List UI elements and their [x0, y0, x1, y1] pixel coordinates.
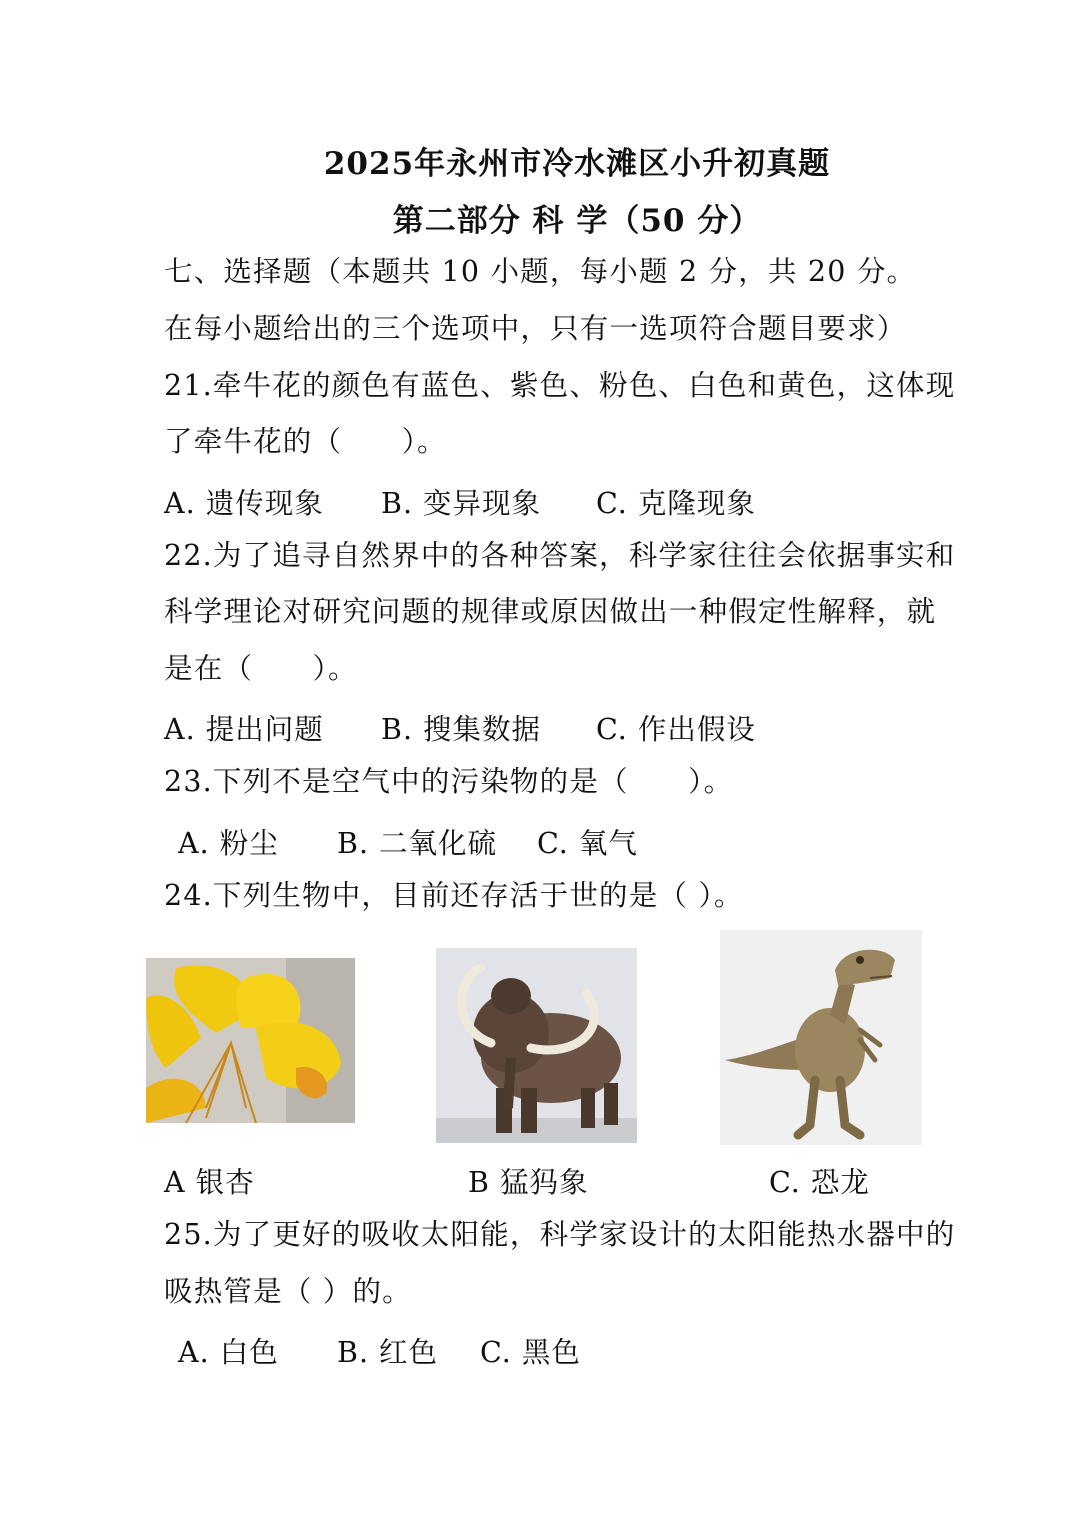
option-c-caption: C. 恐龙 — [769, 1166, 870, 1199]
question-22-option-b: B. 搜集数据 — [381, 713, 542, 746]
question-21-line-2: 了牵牛花的（ ）。 — [164, 425, 447, 458]
question-21-option-b: B. 变异现象 — [381, 487, 542, 520]
option-a-caption: A 银杏 — [164, 1166, 255, 1199]
section-heading-line-2: 在每小题给出的三个选项中，只有一选项符合题目要求） — [164, 312, 907, 345]
dinosaur-icon — [720, 930, 922, 1145]
question-22-option-c: C. 作出假设 — [596, 713, 756, 746]
question-23-option-c: C. 氧气 — [537, 827, 638, 860]
question-25-option-b: B. 红色 — [337, 1336, 439, 1369]
question-22-option-a: A. 提出问题 — [164, 713, 324, 746]
question-23-option-b: B. 二氧化硫 — [337, 827, 498, 860]
question-25-option-c: C. 黑色 — [480, 1336, 581, 1369]
mammoth-icon — [436, 948, 637, 1143]
question-25-option-a: A. 白色 — [178, 1336, 279, 1369]
question-22-line-2: 科学理论对研究问题的规律或原因做出一种假定性解释，就 — [164, 595, 937, 628]
question-21-option-a: A. 遗传现象 — [164, 487, 324, 520]
question-21-line-1: 21.牵牛花的颜色有蓝色、紫色、粉色、白色和黄色，这体现 — [164, 369, 956, 402]
exam-subtitle: 第二部分 科 学（50 分） — [392, 203, 762, 239]
dinosaur-image — [720, 930, 922, 1145]
section-heading-line-1: 七、选择题（本题共 10 小题，每小题 2 分，共 20 分。 — [164, 255, 917, 288]
question-23-line-1: 23.下列不是空气中的污染物的是（ ）。 — [164, 765, 734, 798]
question-25-line-2: 吸热管是（ ）的。 — [164, 1275, 412, 1308]
question-23-option-a: A. 粉尘 — [178, 827, 279, 860]
exam-title: 2025年永州市冷水滩区小升初真题 — [323, 146, 831, 182]
ginkgo-leaves-icon — [146, 958, 355, 1123]
question-21-option-c: C. 克隆现象 — [596, 487, 756, 520]
question-25-line-1: 25.为了更好的吸收太阳能，科学家设计的太阳能热水器中的 — [164, 1218, 956, 1251]
question-22-line-1: 22.为了追寻自然界中的各种答案，科学家往往会依据事实和 — [164, 539, 956, 572]
mammoth-image — [436, 948, 637, 1143]
question-24-line-1: 24.下列生物中，目前还存活于世的是（ ）。 — [164, 879, 744, 912]
ginkgo-image — [146, 958, 355, 1123]
question-22-line-3: 是在（ ）。 — [164, 652, 358, 685]
option-b-caption: B 猛犸象 — [468, 1166, 589, 1199]
